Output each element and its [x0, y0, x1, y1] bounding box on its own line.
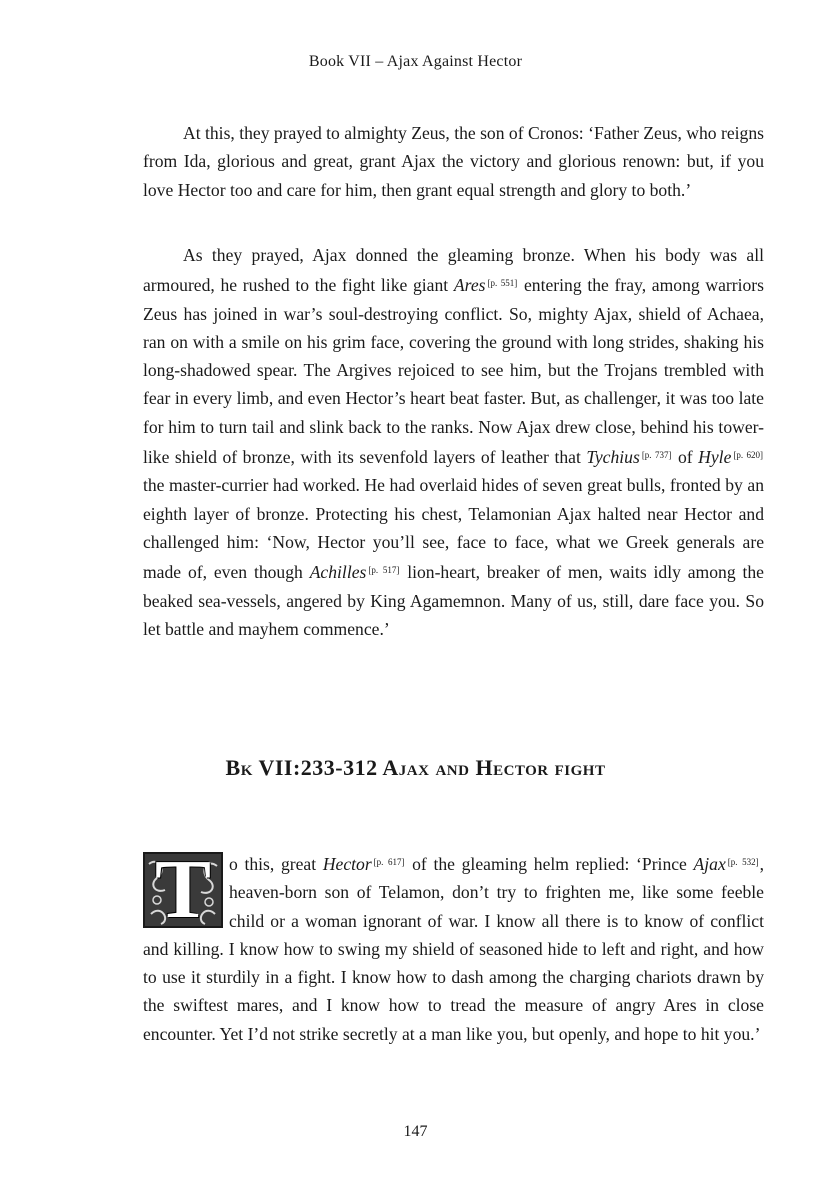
glossary-link-achilles[interactable]: [p. 517]	[368, 565, 400, 576]
glossary-name-tychius: Tychius	[586, 447, 640, 468]
paragraph-prayer: At this, they prayed to almighty Zeus, the son of Cronos: ‘Father Zeus, who reigns from Ida, glorious and great, grant Ajax the victory and glorious renown: but, if you love Hector too and care for him, then grant equal strength and glory to both.’	[143, 123, 764, 200]
dropcap-letter: T	[154, 852, 212, 928]
glossary-name-ajax: Ajax	[693, 854, 726, 874]
glossary-link-ajax[interactable]: [p. 532]	[727, 857, 759, 867]
paragraph-hector-reply	[143, 848, 764, 1048]
running-head: Book VII – Ajax Against Hector	[308, 53, 523, 70]
text-segment: As they prayed, Ajax donned the gleaming bronze. When his body was all armoured, he rushed to the fight like giant	[143, 245, 764, 296]
glossary-name-hyle: Hyle	[698, 447, 732, 468]
text-segment: lion-heart, breaker of men, waits idly among the beaked sea-vessels, angered by King Agamemnon. Many of us, still, dare face you. So let battle and mayhem commence.’	[143, 562, 764, 639]
text-segment: , heaven-born son of Telamon, don’t try to frighten me, like some feeble child or a woman ignorant of war. I know all there is to know of conflict and killing. I know how to swing my shield of seasoned hide to left and right, and how to use it sturdily in a fight. I know how to dash among the charging chariots drawn by the swiftest mares, and I know how to tread the measure of angry Ares in close encounter. Yet I’d not strike secretly at a man like you, but openly, and hope to hit you.’	[143, 854, 764, 1044]
page-number: 147	[403, 1123, 428, 1140]
glossary-link-ares[interactable]: [p. 551]	[487, 278, 518, 289]
glossary-name-achilles: Achilles	[309, 562, 367, 583]
paragraph-ajax-arms	[143, 241, 764, 643]
glossary-name-hector: Hector	[322, 854, 372, 874]
glossary-link-tychius[interactable]: [p. 737]	[641, 450, 672, 461]
text-segment: the master-currier had worked. He had overlaid hides of seven great bulls, fronted by an eighth layer of bronze. Protecting his chest, Telamonian Ajax halted near Hector and challenged him: ‘Now, Hector you’ll see, face to face, what we Greek generals are made of, even though	[143, 475, 764, 583]
glossary-link-hyle[interactable]: [p. 620]	[733, 450, 764, 461]
ornamental-dropcap	[143, 852, 223, 928]
text-segment: o this, great	[229, 854, 323, 874]
text-segment: of	[672, 447, 699, 468]
glossary-link-hector[interactable]: [p. 617]	[373, 857, 405, 867]
section-heading: Bk VII:233-312 Ajax and Hector fight	[225, 755, 606, 780]
text-segment: of the gleaming helm replied: ‘Prince	[405, 854, 694, 874]
glossary-name-ares: Ares	[453, 275, 486, 296]
text-segment: entering the fray, among warriors Zeus has joined in war’s soul-destroying conflict. So, mighty Ajax, shield of Achaea, ran on with a smile on his grim face, covering the ground with long strides, shaking his long-shadowed spear. The Argives rejoiced to see him, but the Trojans trembled with fear in every limb, and even Hector’s heart beat faster. But, as challenger, it was too late for him to turn tail and slink back to the ranks. Now Ajax drew close, behind his tower-like shield of bronze, with its sevenfold layers of leather that	[143, 275, 764, 468]
